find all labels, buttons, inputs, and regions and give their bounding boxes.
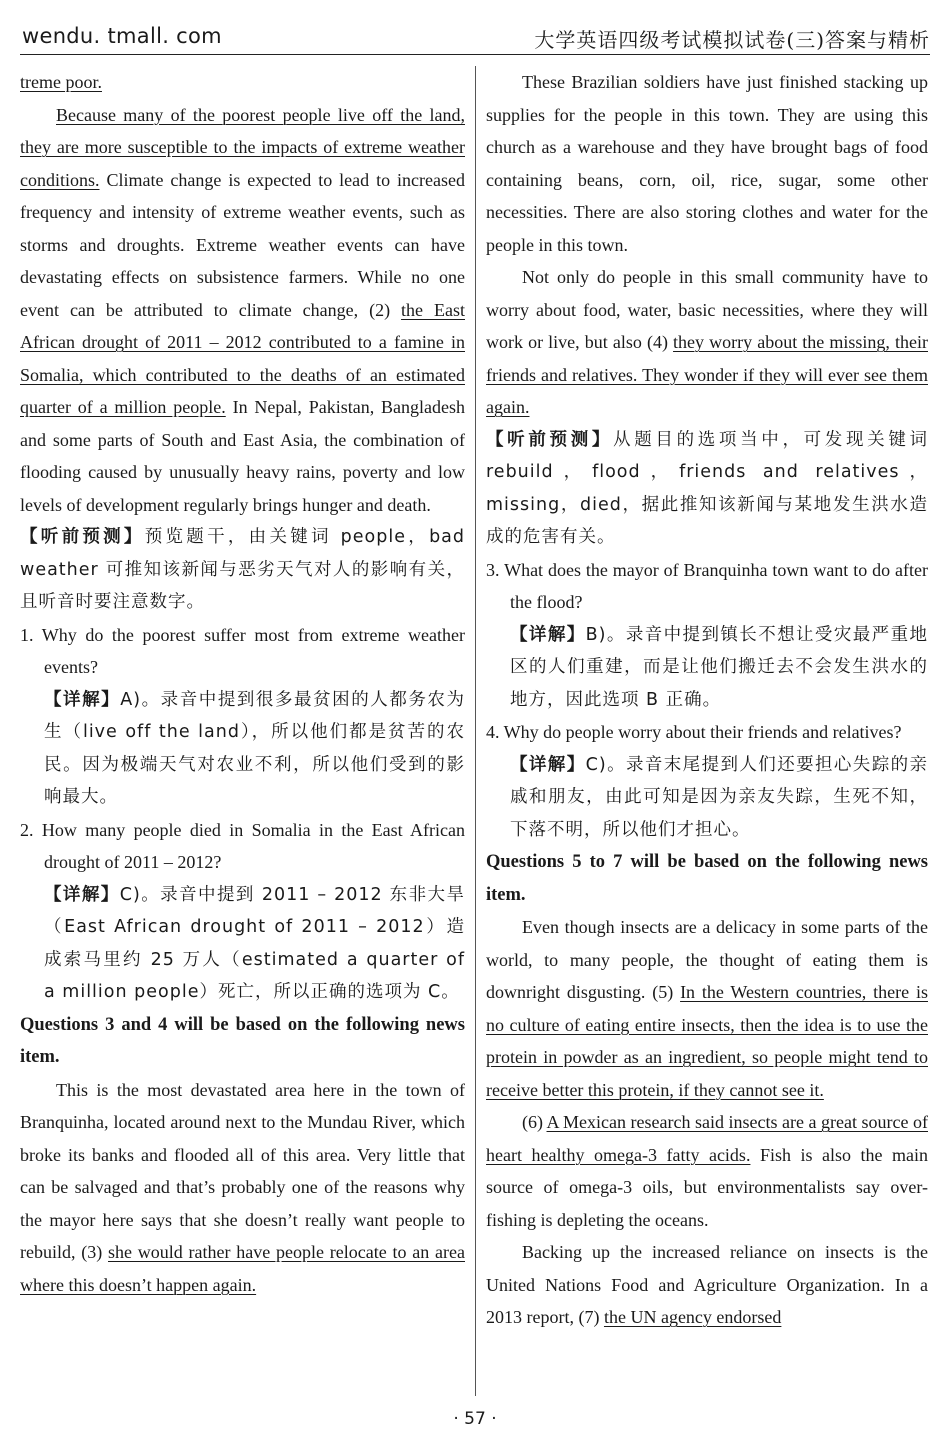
- page-number: · 57 ·: [453, 1409, 497, 1429]
- paragraph-soldiers: These Brazilian soldiers have just finished stacking up supplies for the people in this town. They are using this church as a warehouse and they have brought bags of food containing beans, corn, oil, rice, sugar, some other necessities. There are also storing clothes and water for the people in this town.: [486, 72, 928, 255]
- answer-3: 【详解】B)。录音中提到镇长不想让受灾最严重地区的人们重建，而是让他们搬迁去不会发生洪水的地方，因此选项 B 正确。: [510, 624, 928, 710]
- prediction-note-2: 【听前预测】从题目的选项当中，可发现关键词 rebuild，flood，friends and relatives，missing，died，据此推知该新闻与某地发生洪水造成的危害有关。: [486, 429, 929, 547]
- answer-1: 【详解】A)。录音中提到很多最贫困的人都务农为生（live off the land），所以他们都是贫苦的农民。因为极端天气对农业不利，所以他们受到的影响最大。: [44, 689, 465, 807]
- paragraph-community: Not only do people in this small community have to worry about food, water, basic necessities, where they will work or live, but also (4) they worry about the missing, their friends and relatives. They wonder if they will ever see them again.: [486, 267, 928, 417]
- answer-4: 【详解】C)。录音末尾提到人们还要担心失踪的亲戚和朋友，由此可知是因为亲友失踪，生死不知，下落不明，所以他们才担心。: [510, 754, 929, 840]
- answer-2: 【详解】C)。录音中提到 2011 – 2012 东非大旱（East African drought of 2011 – 2012）造成索马里约 25 万人（estimated a quarter of a million people）死亡，所以正确的选项为 C。: [44, 884, 465, 1002]
- prediction-note: 【听前预测】预览题干，由关键词 people，bad weather 可推知该新闻与恶劣天气对人的影响有关，且听音时要注意数字。: [20, 527, 466, 612]
- paragraph-omega3: (6) A Mexican research said insects are a great source of heart healthy omega-3 fatty acids. Fish is also the main source of omega-3 oils, but environmentalists say over-fishing is depleting the oceans.: [486, 1112, 929, 1230]
- right-column: [486, 66, 928, 1334]
- paragraph-fao: Backing up the increased reliance on insects is the United Nations Food and Agriculture Organization. In a 2013 report, (7) the UN agency endorsed: [486, 1242, 928, 1327]
- question-3: 3. What does the mayor of Branquinha town want to do after the flood?: [486, 559, 928, 612]
- column-divider: [475, 66, 476, 1396]
- section-heading-5-7: Questions 5 to 7 will be based on the following news item.: [486, 852, 928, 905]
- section-heading-3-4: Questions 3 and 4 will be based on the following news item.: [20, 1014, 465, 1067]
- page-header: [20, 18, 930, 55]
- paragraph-climate: Because many of the poorest people live off the land, they are more susceptible to the impacts of extreme weather conditions. Climate change is expected to lead to increased frequency and intensity of extreme weather events, such as storms and droughts. Extreme weather events can have devastating effects on subsistence farmers. While no one event can be attributed to climate change, (2) the East African drought of 2011 – 2012 contributed to a famine in Somalia, which contributed to the deaths of an estimated quarter of a million people. In Nepal, Pakistan, Bangladesh and some parts of South and East Asia, the combination of flooding caused by unusually heavy rains, poverty and low levels of development regularly brings hunger and death.: [20, 104, 466, 515]
- paragraph-insects: Even though insects are a delicacy in some parts of the world, to many people, the thought of eating them is downright disgusting. (5) In the Western countries, there is no culture of eating entire insects, then the idea is to use the protein in powder as an ingredient, so people might tend to receive better this protein, if they cannot see it.: [486, 917, 928, 1100]
- header-title: 大学英语四级考试模拟试卷(三)答案与精析: [534, 28, 930, 52]
- paragraph-branquinha: This is the most devastated area here in the town of Branquinha, located around next to the Mundau River, which broke its banks and flooded all of this area. Very little that can be salvaged and that’s probably one of the reasons why the mayor here says that she doesn’t really want people to rebuild, (3) she would rather have people relocate to an area where this doesn’t happen again.: [20, 1079, 465, 1295]
- header-website: wendu. tmall. com: [22, 24, 222, 48]
- question-4: 4. Why do people worry about their friends and relatives?: [486, 722, 902, 742]
- left-column: [20, 66, 465, 1301]
- question-1: 1. Why do the poorest suffer most from extreme weather events?: [20, 624, 465, 677]
- paragraph-continuation: treme poor.: [20, 72, 102, 92]
- question-2: 2. How many people died in Somalia in the East African drought of 2011 – 2012?: [20, 819, 465, 872]
